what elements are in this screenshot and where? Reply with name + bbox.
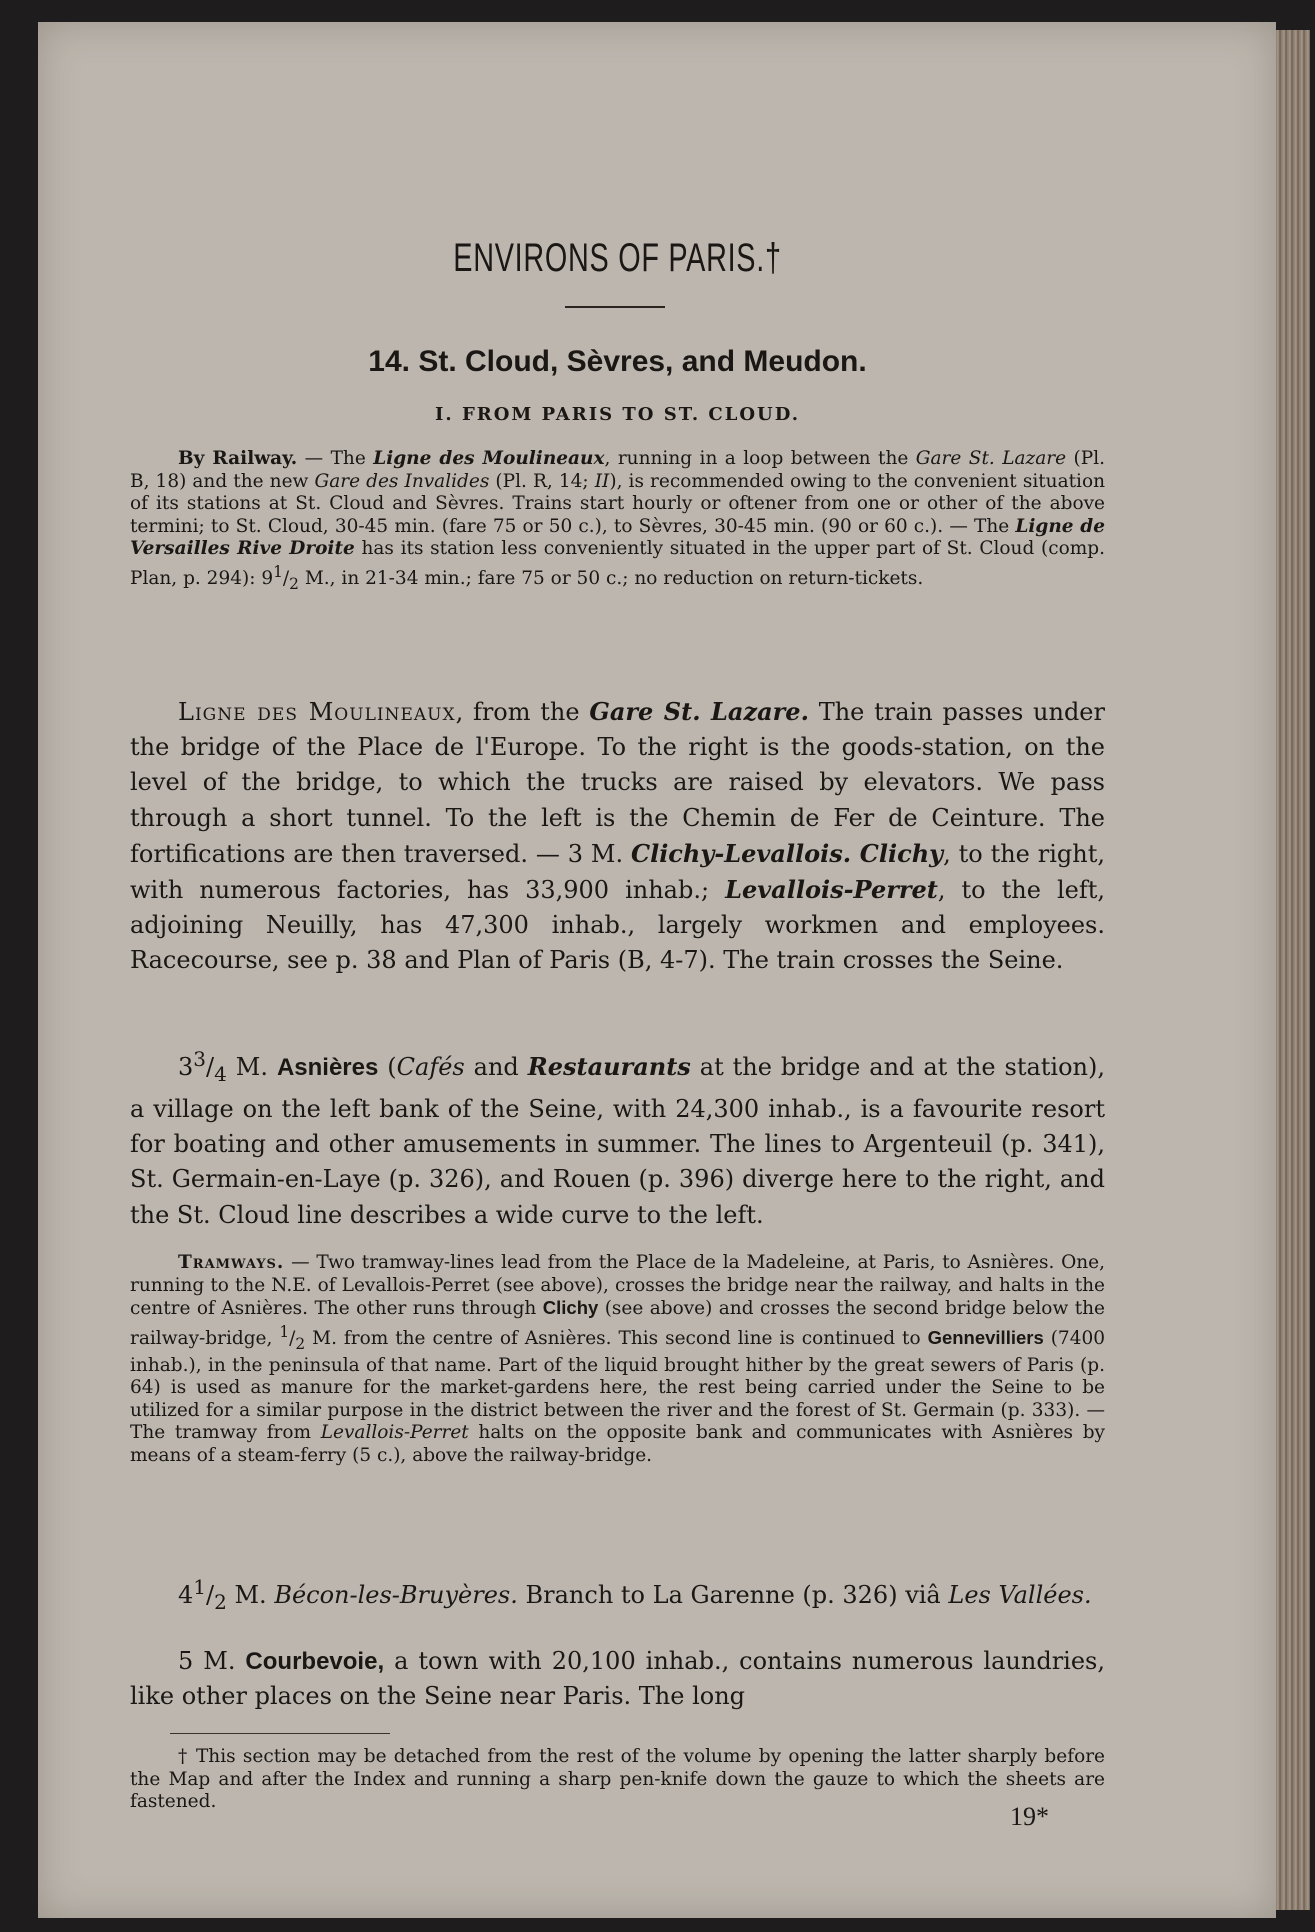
- fraction-numerator: 3: [193, 1047, 207, 1071]
- paragraph-tramways: [130, 1252, 1105, 1467]
- paragraph-courbevoie: [130, 1644, 1105, 1714]
- fraction-denominator: 2: [289, 574, 299, 593]
- footnote: [130, 1746, 1105, 1814]
- subsection-heading: I. FROM PARIS TO ST. CLOUD.: [435, 404, 800, 425]
- text: Branch to La Garenne (p. 326) viâ: [517, 1581, 949, 1609]
- fraction-slash: /: [289, 1327, 296, 1349]
- text: ), is recommended owing to the convenient situation of its stations at St. Cloud and Sèvres. Trains start hourly or oftener from one or other of the above termini; to St. Cloud, 30-45 min. (fare 75 or 50 c.), to Sèvres, 30-45 min. (90 or 60 c.). — The: [130, 470, 1106, 537]
- text: — Two tramway-lines lead from the Place de la Madeleine, at Paris, to Asnières. One, running to the N.E. of Levallois-Perret (see above), crosses the bridge near the railway, and halts in the centre of Asnières. The other runs through: [130, 1252, 1105, 1319]
- text: M.: [226, 1053, 277, 1081]
- italic-text: Gare St. Lazare: [915, 448, 1067, 469]
- lead-tramways: Tramways.: [178, 1252, 285, 1273]
- text: (7400 inhab.), in the peninsula of that name. Part of the liquid brought hither by the great sewers of Paris (p. 64) is used as manure for the market-gardens here, the rest being carried under the Seine to be utilized for a similar purpose in the district between the river and the forest of St. Germain (p. 333). — The tramway from: [130, 1327, 1106, 1444]
- fraction-denominator: 2: [295, 1334, 306, 1353]
- text: The train passes under the bridge of the Place de l'Europe. To the right is the goods-station, on the level of the bridge, to which the trucks are raised by elevators. We pass through a short tunnel. To the left is the Chemin de Fer de Ceinture. The fortifications are then traversed. — 3 M.: [130, 698, 1105, 868]
- fraction-slash: /: [206, 1581, 215, 1609]
- fraction-slash: /: [206, 1053, 215, 1081]
- paragraph-moulineaux: [130, 694, 1105, 979]
- italic-text: Ligne de Versailles Rive Droite: [130, 515, 1106, 559]
- text: , running in a loop between the: [604, 448, 916, 469]
- fraction-denominator: 4: [214, 1061, 227, 1086]
- page-edges: [1276, 30, 1310, 1910]
- fraction-denominator: 2: [214, 1589, 227, 1614]
- text: M. from the centre of Asnières. This second line is continued to: [305, 1327, 928, 1349]
- text: (Pl. R, 14;: [489, 470, 595, 492]
- italic-text: Clichy-Levallois. Clichy: [630, 838, 944, 868]
- page-title: ENVIRONS OF PARIS.†: [453, 236, 782, 280]
- italic-text: Levallois-Perret: [725, 875, 938, 905]
- place-courbevoie: Courbevoie,: [245, 1648, 385, 1675]
- fraction-numerator: 1: [193, 1575, 207, 1599]
- footnote-text: † This section may be detached from the rest of the volume by opening the latter sharply before the Map and after the Index and running a sharp pen-knife down the gauze to which the sheets are fastened.: [130, 1746, 1105, 1812]
- text: — The: [297, 448, 374, 469]
- lead-moulineaux: Ligne des Moulineaux: [178, 698, 456, 726]
- lead-railway: By Railway.: [178, 448, 298, 469]
- text: , to the left, adjoining Neuilly, has 47,300 inhab., largely workmen and employees. Racecourse, see p. 38 and Plan of Paris (B, 4-7). The train crosses the Seine.: [130, 876, 1105, 975]
- italic-text: II: [594, 470, 610, 492]
- text: (: [378, 1053, 397, 1081]
- fraction-numerator: 1: [273, 562, 283, 581]
- italic-text: Bécon-les-Bruyères.: [274, 1581, 518, 1609]
- italic-text: Gare des Invalides: [314, 470, 490, 492]
- text: has its station less conveniently situated in the upper part of St. Cloud (comp. Plan, p. 294): 9: [130, 538, 1105, 589]
- fraction-numerator: 1: [279, 1322, 290, 1341]
- text: (see above) and crosses the second bridge below the railway-bridge,: [130, 1298, 1105, 1349]
- text: 5 M.: [178, 1647, 246, 1675]
- text: halts on the opposite bank and communicates with Asnières by means of a steam-ferry (5 c.), above the railway-bridge.: [130, 1422, 1105, 1466]
- paragraph-asnieres: [130, 1042, 1105, 1233]
- italic-text: Les Vallées.: [948, 1581, 1092, 1609]
- text: and: [464, 1053, 528, 1081]
- text: a town with 20,100 inhab., contains numerous laundries, like other places on the Seine near Paris. The long: [130, 1647, 1105, 1711]
- text: 4: [178, 1581, 194, 1609]
- paragraph-becon: [130, 1570, 1105, 1620]
- place-asnieres: Asnières: [276, 1054, 379, 1081]
- section-heading: 14. St. Cloud, Sèvres, and Meudon.: [368, 345, 867, 378]
- title-rule: [565, 306, 665, 308]
- italic-text: Ligne des Moulineaux: [373, 448, 605, 469]
- page-number: 19*: [1010, 1802, 1049, 1831]
- text: 3: [178, 1053, 194, 1081]
- text: (Pl. B, 18) and the new: [130, 448, 1105, 492]
- place-gennevilliers: Gennevilliers: [927, 1326, 1044, 1348]
- text: M., in 21-34 min.; fare 75 or 50 c.; no reduction on return-tickets.: [298, 567, 924, 589]
- text: , from the: [455, 698, 590, 726]
- place-clichy: Clichy: [542, 1297, 599, 1318]
- fraction-slash: /: [282, 567, 290, 589]
- text: , to the right, with numerous factories, has 33,900 inhab.;: [130, 839, 1105, 905]
- italic-text: Gare St. Lazare.: [589, 697, 809, 726]
- italic-text: Levallois-Perret: [320, 1422, 469, 1444]
- italic-text: Cafés: [396, 1053, 465, 1081]
- footnote-rule: [170, 1733, 390, 1734]
- text: at the bridge and at the station), a village on the left bank of the Seine, with 24,300 inhab., is a favourite resort for boating and other amusements in summer. The lines to Argenteuil (p. 341), St. Germain-en-Laye (p. 326), and Rouen (p. 396) diverge here to the right, and the St. Cloud line describes a wide curve to the left.: [130, 1053, 1105, 1229]
- italic-text: Restaurants: [527, 1052, 691, 1081]
- text: M.: [226, 1581, 275, 1609]
- paragraph-railway: [130, 448, 1105, 595]
